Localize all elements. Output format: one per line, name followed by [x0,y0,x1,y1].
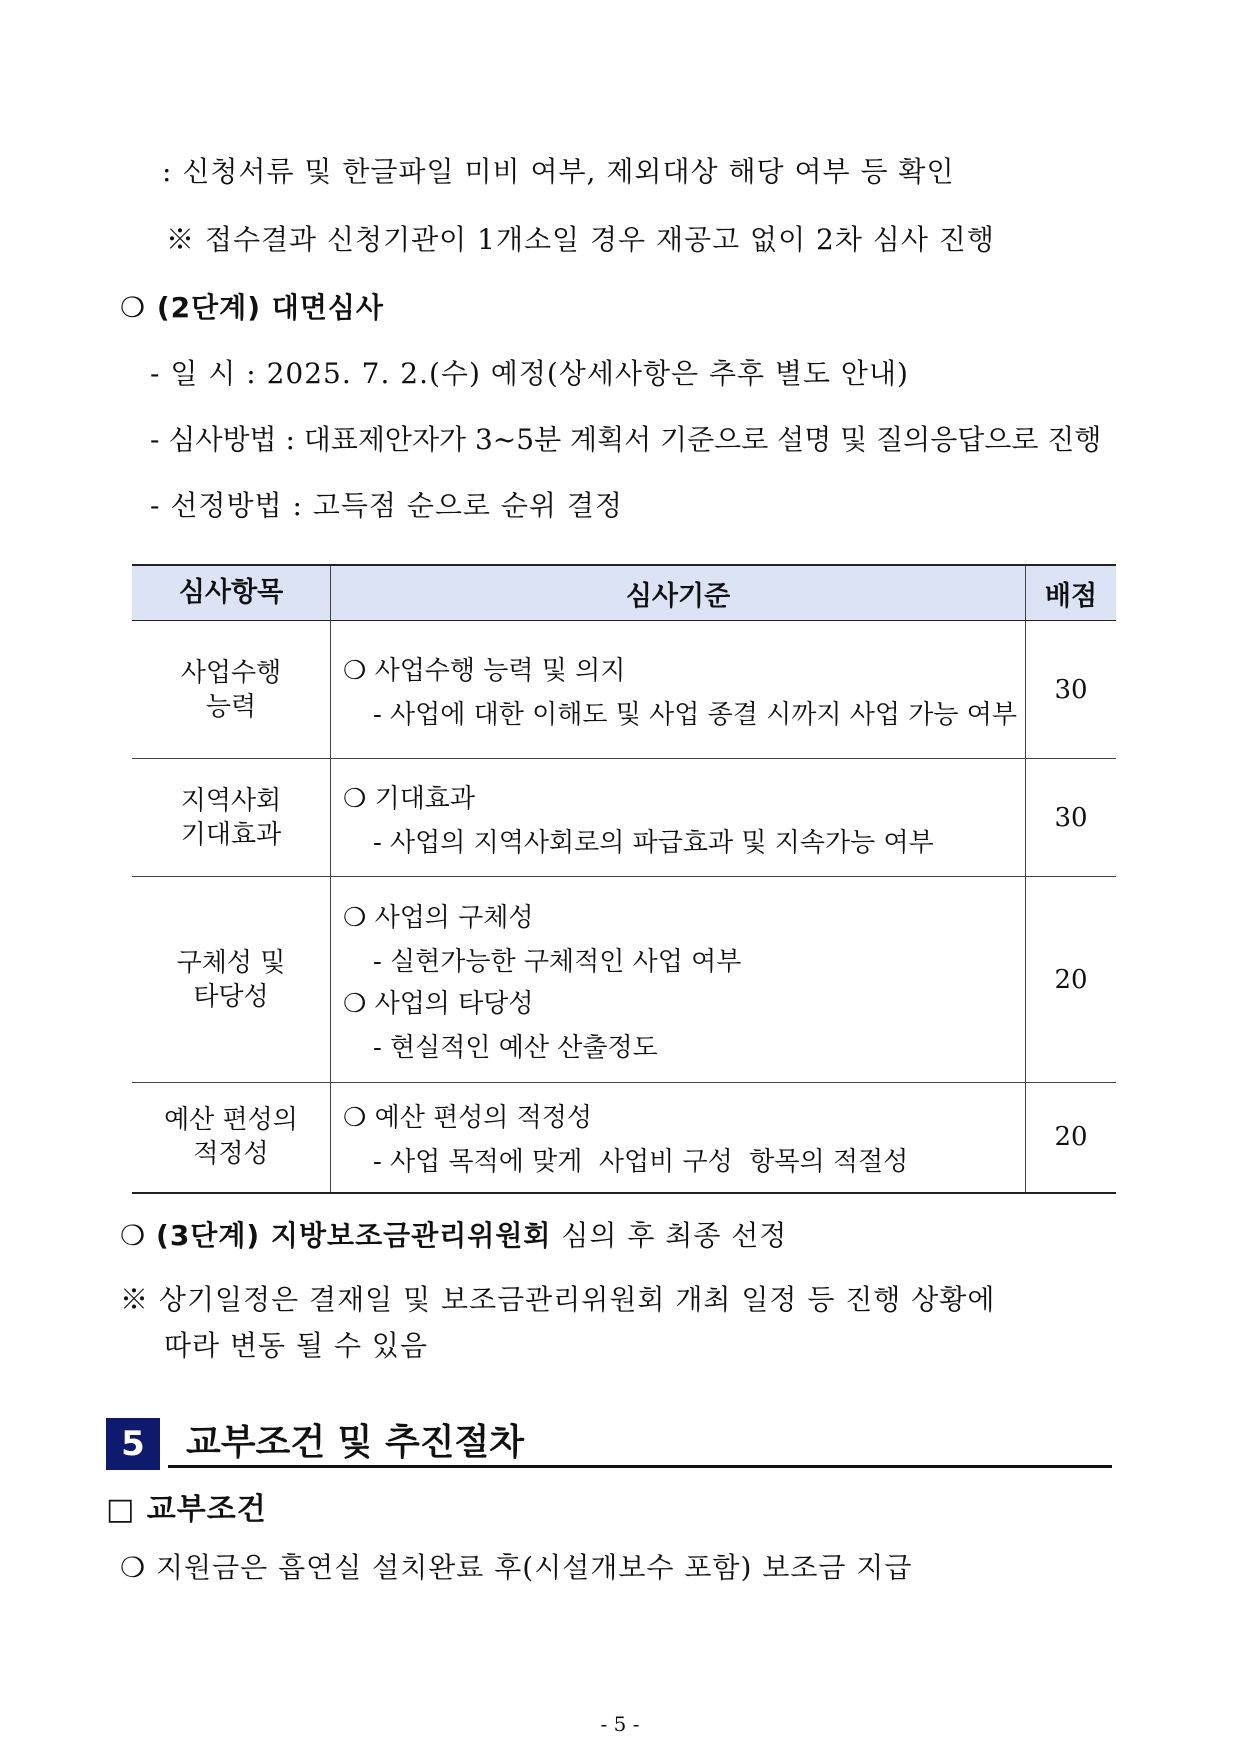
criteria-detail: - 현실적인 예산 산출정도 [373,1032,658,1063]
table-row [132,759,1116,877]
row-score: 30 [1026,621,1117,759]
row-score: 20 [1026,1083,1117,1193]
section-title: 교부조건 및 추진절차 [168,1418,1112,1468]
row-item-line: 적정성 [193,1139,269,1170]
row-score: 30 [1026,759,1117,877]
criteria-table [132,564,1116,1194]
schedule-note-cont: 따라 변동 될 수 있음 [164,1329,428,1362]
header-item: 심사항목 [132,565,331,621]
stage2-method: - 심사방법 : 대표제안자가 3~5분 계획서 기준으로 설명 및 질의응답으로 진행 [150,423,1102,456]
criteria-bullet: ❍ 예산 편성의 적정성 [343,1103,593,1134]
row-item-line: 기대효과 [180,819,282,850]
row-item-line: 지역사회 [180,785,282,816]
row-criteria [331,877,1026,1083]
row-criteria [331,759,1026,877]
header-score: 배점 [1026,565,1117,621]
stage3-bold: (3단계) 지방보조금관리위원회 [156,1219,552,1252]
criteria-detail: - 사업 목적에 맞게 사업비 구성 항목의 적절성 [373,1147,909,1178]
row-item-line: 능력 [205,691,257,722]
criteria-detail: - 사업에 대한 이해도 및 사업 종결 시까지 사업 가능 여부 [373,699,1017,730]
row-item [132,621,331,759]
table-row [132,877,1116,1083]
row-item [132,759,331,877]
row-item-line: 예산 편성의 [164,1105,298,1136]
criteria-bullet: ❍ 기대효과 [343,783,476,814]
row-item-line: 타당성 [193,981,269,1012]
row-criteria [331,1083,1026,1193]
criteria-bullet: ❍ 사업의 타당성 [343,988,534,1019]
schedule-note: ※ 상기일정은 결재일 및 보조금관리위원회 개최 일정 등 진행 상황에 [120,1283,996,1316]
criteria-detail: - 사업의 지역사회로의 파급효과 및 지속가능 여부 [373,827,934,858]
row-item-line: 사업수행 [180,657,282,688]
row-criteria [331,621,1026,759]
stage3-rest: 심의 후 최종 선정 [551,1219,788,1252]
table-row [132,621,1116,759]
sub-bullet: ❍ 지원금은 흡연실 설치완료 후(시설개보수 포함) 보조금 지급 [120,1551,913,1584]
section-number-badge: 5 [106,1418,160,1470]
stage2-heading: ❍ (2단계) 대면심사 [120,291,384,324]
row-item [132,1083,331,1193]
table-row [132,1083,1116,1193]
page-number: - 5 - [600,1712,640,1736]
criteria-bullet: ❍ 사업수행 능력 및 의지 [343,655,626,686]
sub-heading: □ 교부조건 [106,1492,267,1527]
row-item-line: 구체성 및 [176,947,286,978]
stage2-date: - 일 시 : 2025. 7. 2.(수) 예정(상세사항은 추후 별도 안내) [150,357,909,390]
intro-line: : 신청서류 및 한글파일 미비 여부, 제외대상 해당 여부 등 확인 [162,155,955,188]
stage2-selection: - 선정방법 : 고득점 순으로 순위 결정 [150,489,623,522]
header-criteria: 심사기준 [331,565,1026,621]
criteria-bullet: ❍ 사업의 구체성 [343,902,534,933]
table-header-row [132,565,1116,621]
stage3-bullet: ❍ [120,1219,157,1252]
intro-note: ※ 접수결과 신청기관이 1개소일 경우 재공고 없이 2차 심사 진행 [166,223,995,256]
row-item [132,877,331,1083]
stage3-heading [120,1214,787,1254]
criteria-detail: - 실현가능한 구체적인 사업 여부 [373,946,742,977]
row-score: 20 [1026,877,1117,1083]
